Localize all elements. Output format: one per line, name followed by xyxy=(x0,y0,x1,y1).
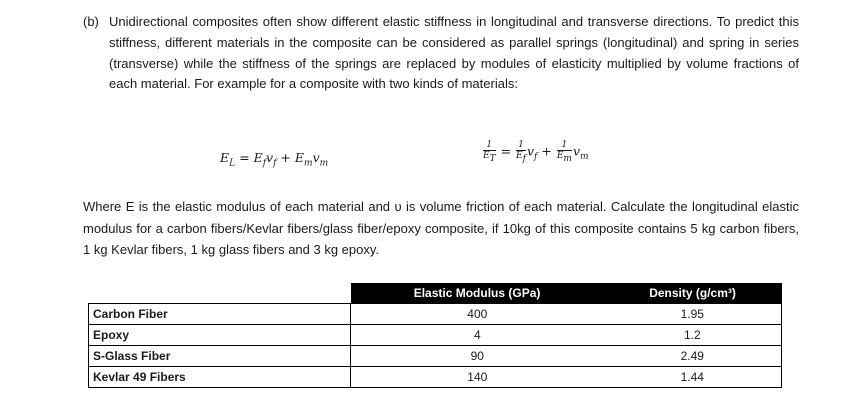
modulus-value: 140 xyxy=(351,367,604,388)
modulus-value: 4 xyxy=(351,325,604,346)
density-value: 1.95 xyxy=(604,304,782,325)
question-label: (b) xyxy=(83,14,99,29)
question-intro: Unidirectional composites often show different elastic stiffness in longitudinal and transverse directions. To predict this stiffness, different materials in the composite can be considered as parallel springs (longitudinal) and spring in series (transverse) while the stiffness of the springs are replaced by modules of elasticity multiplied by volume fractions of each material. For example for a composite with two kinds of materials: xyxy=(109,14,799,92)
material-name: S-Glass Fiber xyxy=(89,346,351,367)
density-value: 1.2 xyxy=(604,325,782,346)
modulus-value: 90 xyxy=(351,346,604,367)
header-modulus: Elastic Modulus (GPa) xyxy=(351,283,604,304)
materials-table xyxy=(88,283,782,388)
density-value: 1.44 xyxy=(604,367,782,388)
table-row xyxy=(89,325,782,346)
table-row xyxy=(89,346,782,367)
table-row xyxy=(89,367,782,388)
material-name: Kevlar 49 Fibers xyxy=(89,367,351,388)
table-header-row xyxy=(89,283,782,304)
formula-transverse: $\frac{1}{E_T}$ = $\frac{1}{E_f}$ $v_f$ + $\frac{1}{E_m}$ $v_m$ xyxy=(483,140,589,164)
header-blank xyxy=(89,283,351,304)
question-body: Where E is the elastic modulus of each material and υ is volume friction of each material. Calculate the longitudinal elastic modulus for a carbon fibers/Kevlar fibers/glass fiber/epoxy composite, if 10kg of this composite contains 5 kg carbon fibers, 1 kg Kevlar fibers, 1 kg glass fibers and 3 kg epoxy. xyxy=(83,199,799,257)
fraction-term2: $\frac{1}{E_m}$ xyxy=(556,140,572,164)
formula-longitudinal: $E_L = E_fv_f + E_mv_m$ xyxy=(220,150,329,169)
fraction-lhs: $\frac{1}{E_T}$ xyxy=(483,140,496,164)
table-row xyxy=(89,304,782,325)
density-value: 2.49 xyxy=(604,346,782,367)
fraction-term1: $\frac{1}{E_f}$ xyxy=(516,140,526,164)
material-name: Carbon Fiber xyxy=(89,304,351,325)
material-name: Epoxy xyxy=(89,325,351,346)
header-density: Density (g/cm³) xyxy=(604,283,782,304)
modulus-value: 400 xyxy=(351,304,604,325)
